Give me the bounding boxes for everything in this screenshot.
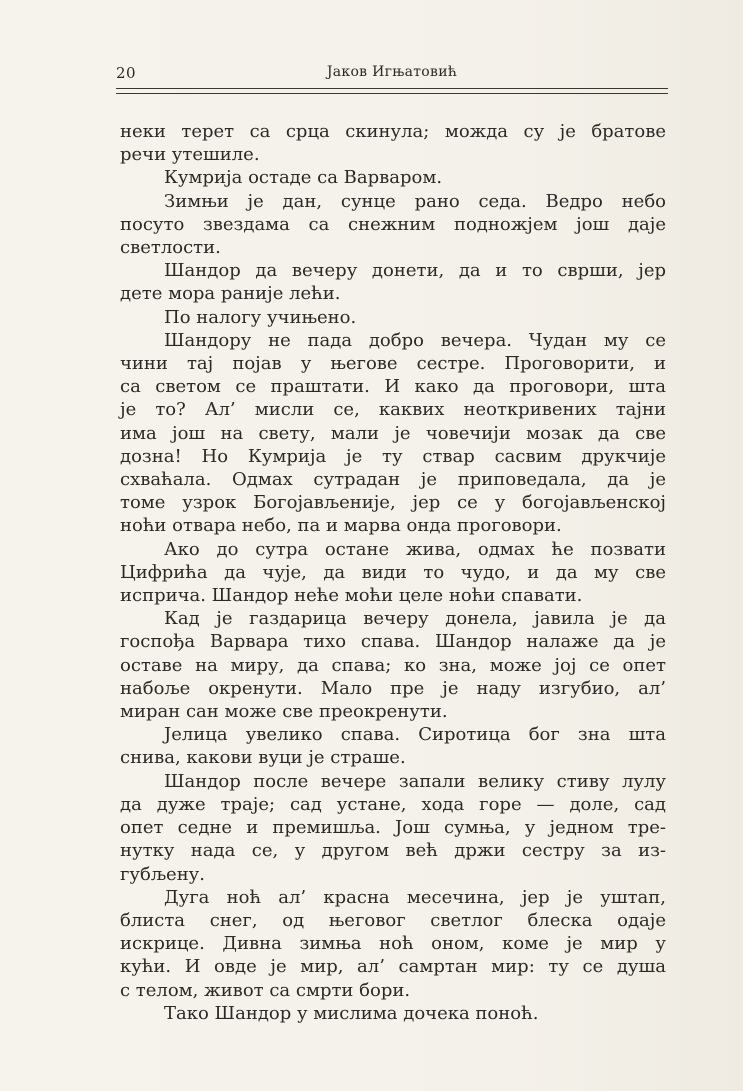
text-line: набоље окренути. Мало пре је наду изгубио, ал’ <box>120 677 666 699</box>
paragraph <box>120 723 666 769</box>
text-line: светлости. <box>120 237 221 259</box>
text-line: госпођа Варвара тихо спава. Шандор налаже да је <box>120 631 666 653</box>
paragraph <box>120 190 666 260</box>
body-text <box>120 120 666 1025</box>
text-line: Кад је газдарица вечеру донела, јавила је да <box>164 608 666 630</box>
text-line: посуто звездама са снежним подножјем још даје <box>120 213 666 235</box>
text-line: томе узрок Богојављеније, јер се у богојављенској <box>120 492 666 514</box>
text-line: Цифрића да чује, да види то чудо, и да му све <box>120 561 666 583</box>
text-line: Шандор после вечере запали велику стиву лулу <box>164 770 666 792</box>
text-line: снива, какови вуци је страше. <box>120 747 406 769</box>
text-line: оставе на миру, да спава; ко зна, може јој се опет <box>120 654 666 676</box>
text-line: са светом се праштати. И како да проговори, шта <box>120 376 666 398</box>
text-line: Тако Шандор у мислима дочека поноћ. <box>164 1002 539 1024</box>
text-line: дете мора раније лећи. <box>120 283 341 305</box>
text-line: неки терет са срца скинула; можда су је братове <box>120 121 666 142</box>
text-line: Кумрија остаде са Варваром. <box>164 167 443 189</box>
text-line: опет седне и премишља. Још сумња, у једном тре- <box>120 817 666 839</box>
paragraph <box>120 607 666 723</box>
paragraph <box>120 329 666 538</box>
text-line: је то? Ал’ мисли се, каквих неоткривених тајни <box>120 399 666 421</box>
text-line: По налогу учињено. <box>164 306 357 328</box>
text-line: Јелица увелико спава. Сиротица бог зна шта <box>164 724 666 746</box>
text-line: исприча. Шандор неће моћи целе ноћи спавати. <box>120 585 583 607</box>
paragraph <box>120 538 666 608</box>
text-line: има још на свету, мали је човечији мозак да све <box>120 422 666 444</box>
text-line: речи утешиле. <box>120 144 260 166</box>
text-line: схваћала. Одмах сутрадан је приповедала, да је <box>120 469 666 491</box>
text-line: чини тај појав у његове сестре. Проговорити, и <box>120 353 666 375</box>
paragraph <box>120 306 666 329</box>
paragraph <box>120 886 666 1002</box>
running-title: Јаков Игњатовић <box>326 64 458 80</box>
text-line: искрице. Дивна зимња ноћ оном, коме је мир у <box>120 933 666 955</box>
paragraph <box>120 770 666 886</box>
text-line: миран сан може све преокренути. <box>120 701 448 723</box>
text-line: дозна! Но Кумрија је ту ствар сасвим друкчије <box>120 445 666 467</box>
header-rule-bottom <box>116 93 668 94</box>
text-line: Дуга ноћ ал’ красна месечина, јер је уштап, <box>164 886 666 908</box>
text-line: Шандор да вечеру донети, да и то сврши, јер <box>164 260 666 282</box>
header-rule-top <box>116 88 668 89</box>
paragraph <box>120 120 666 166</box>
page-header <box>116 64 668 88</box>
text-line: Зимњи је дан, сунце рано седа. Ведро небо <box>164 190 666 212</box>
text-line: нутку нада се, у другом већ држи сестру за из- <box>120 840 666 862</box>
text-line: Шандору не пада добро вечера. Чудан му се <box>164 329 666 351</box>
text-line: кући. И овде је мир, ал’ самртан мир: ту се душа <box>120 956 666 978</box>
paragraph <box>120 259 666 305</box>
text-line: ноћи отвара небо, па и марва онда проговори. <box>120 515 562 537</box>
text-line: да дуже траје; сад устане, хода горе — доле, сад <box>120 793 666 815</box>
text-line: Ако до сутра остане жива, одмах ће позвати <box>164 538 666 560</box>
paragraph <box>120 166 666 189</box>
text-line: с телом, живот са смрти бори. <box>120 979 411 1001</box>
text-line: губљену. <box>120 863 205 885</box>
text-line: блиста снег, од његовог светлог блеска одаје <box>120 909 666 931</box>
paragraph <box>120 1002 666 1025</box>
page-number: 20 <box>116 64 137 82</box>
